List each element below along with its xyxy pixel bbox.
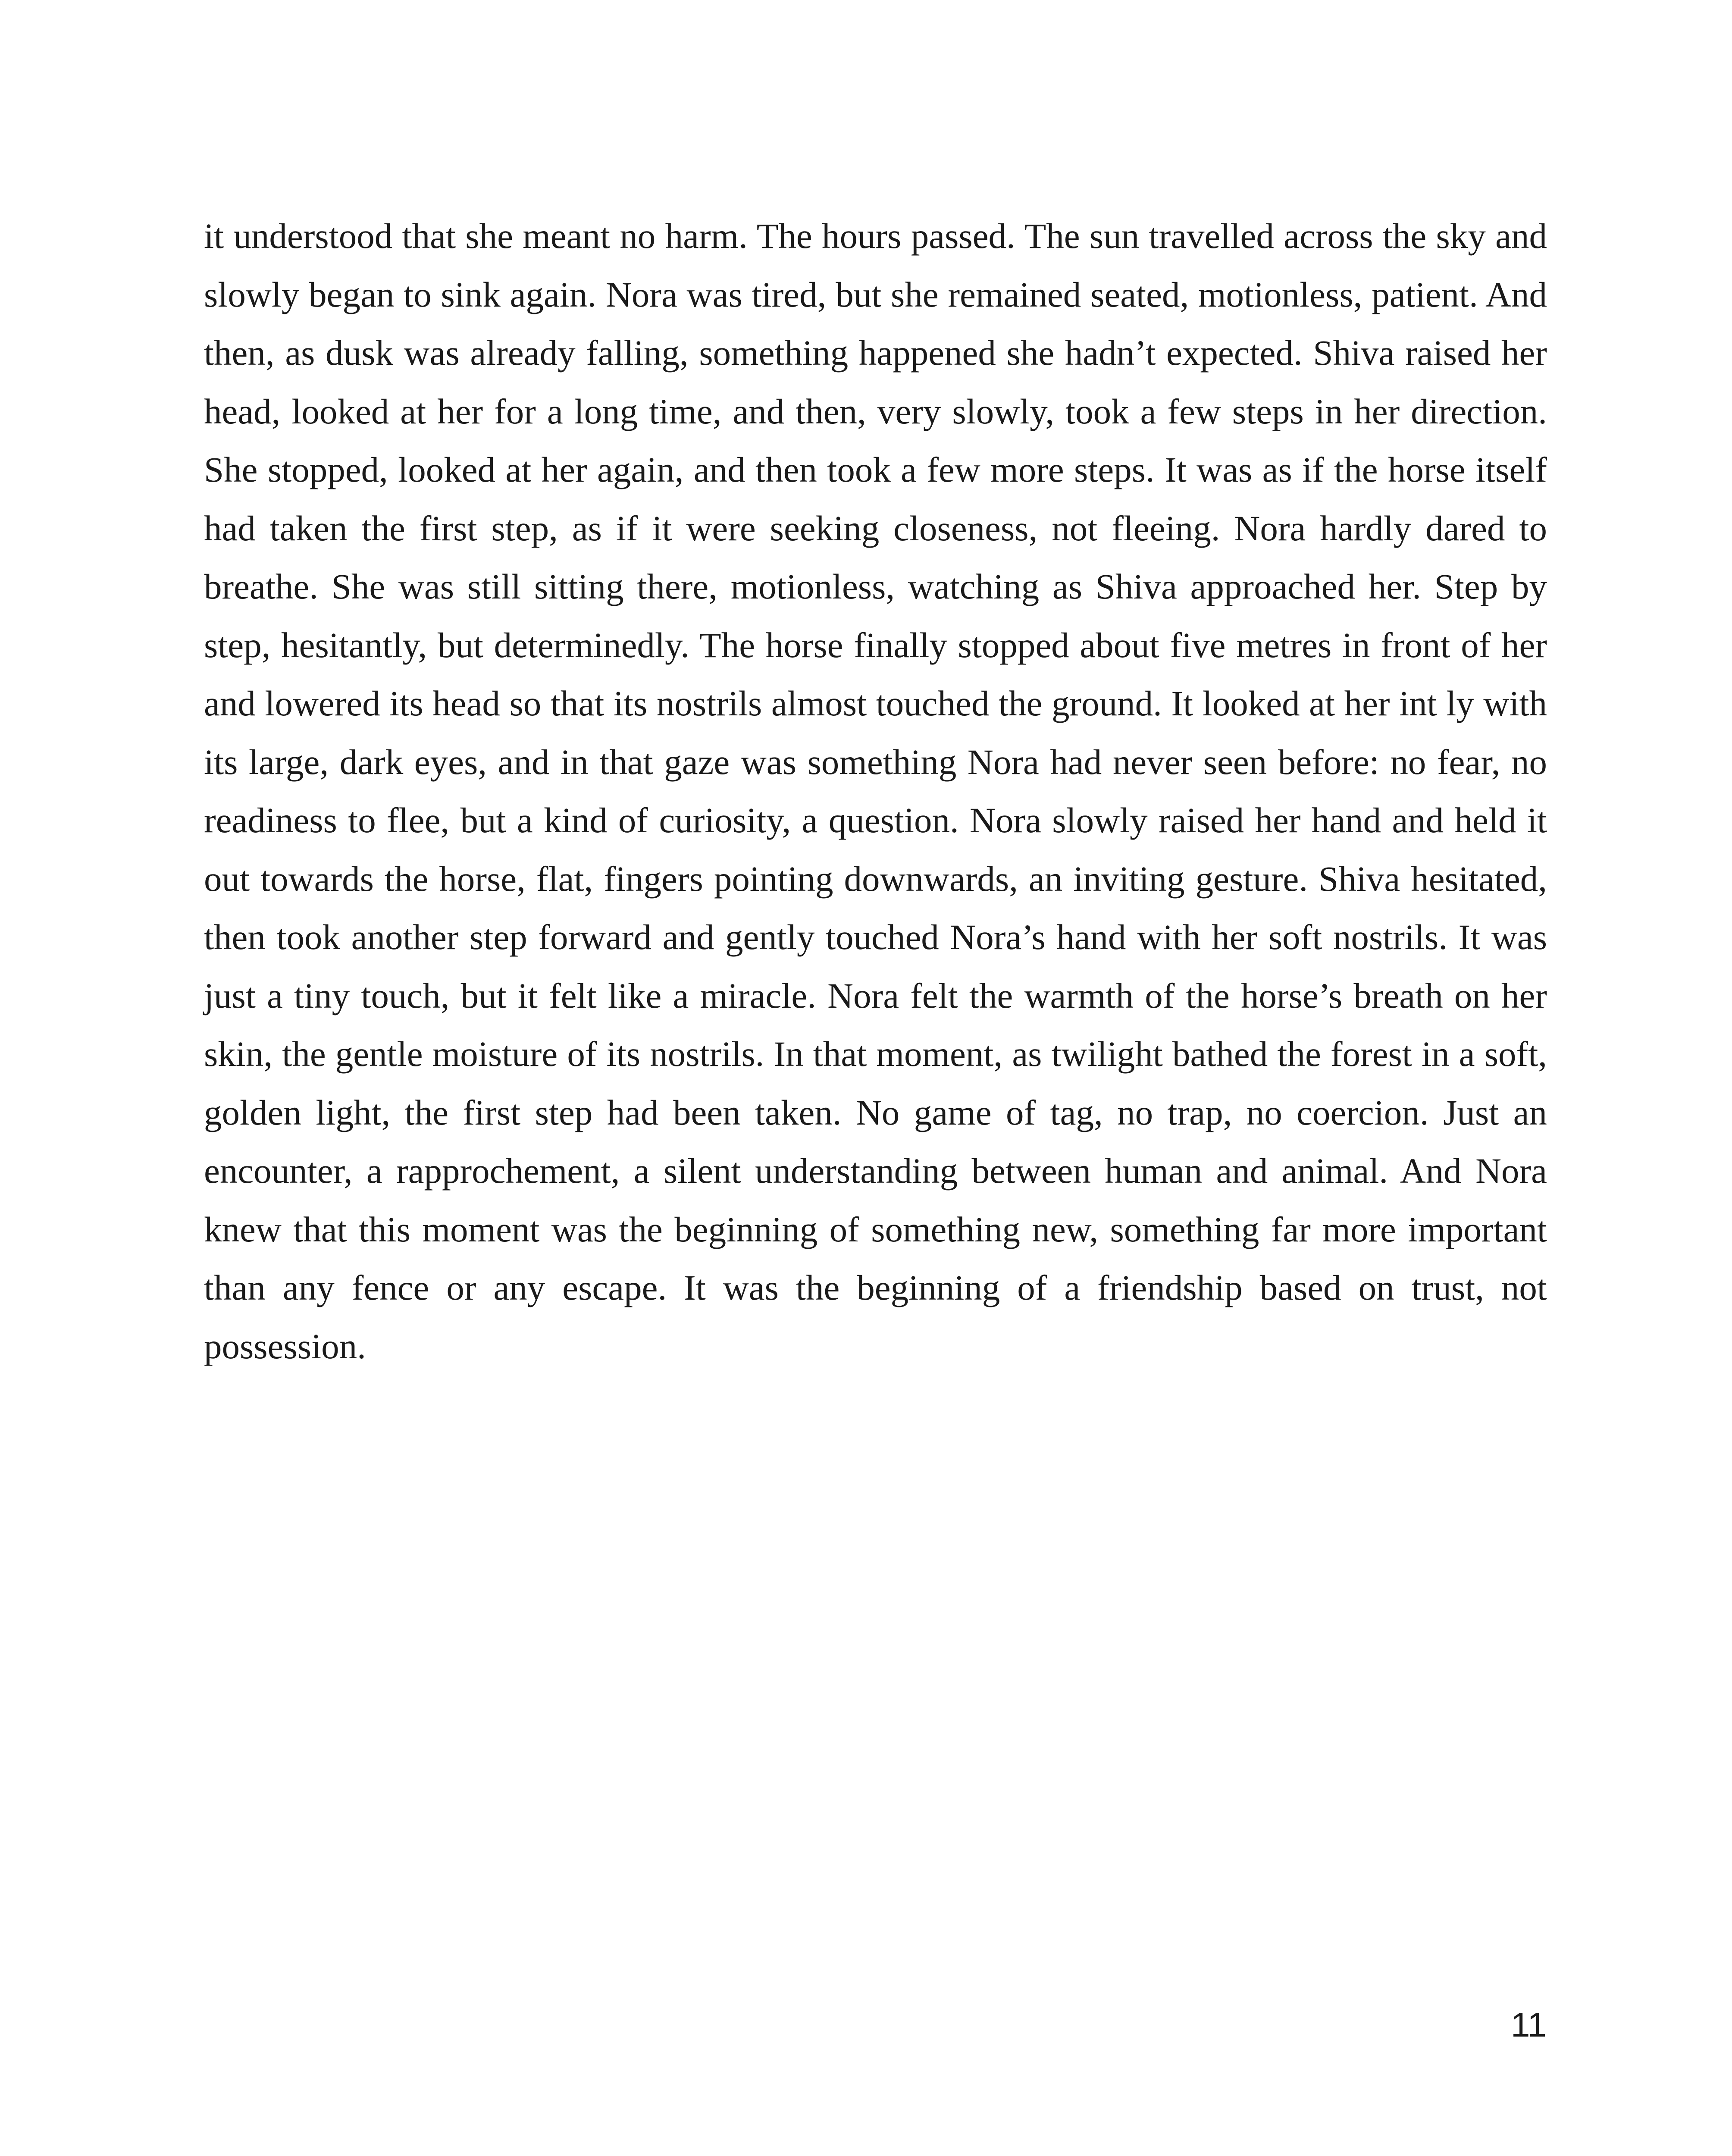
page-number: 11	[1510, 2006, 1547, 2044]
body-paragraph: it understood that she meant no harm. The hours passed. The sun travelled across the sky and slowly began to sink again. Nora was tired, but she remained seated, motionless, patient. And then, as dusk was already falling, something happened she hadn’t expected. Shiva raised her head, looked at her for a long time, and then, very slowly, took a few steps in her direction. She stopped, looked at her again, and then took a few more steps. It was as if the horse itself had taken the first step, as if it were seeking closeness, not fleeing. Nora hardly dared to breathe. She was still sitting there, motionless, watching as Shiva approached her. Step by step, hesitantly, but determinedly. The horse finally stopped about five metres in front of her and lowered its head so that its nostrils almost touched the ground. It looked at her int ly with its large, dark eyes, and in that gaze was something Nora had never seen before: no fear, no readiness to flee, but a kind of curiosity, a question. Nora slowly raised her hand and held it out towards the horse, flat, fingers pointing downwards, an inviting gesture. Shiva hesitated, then took another step forward and gently touched Nora’s hand with her soft nostrils. It was just a tiny touch, but it felt like a miracle. Nora felt the warmth of the horse’s breath on her skin, the gentle moisture of its nostrils. In that moment, as twilight bathed the forest in a soft, golden light, the first step had been taken. No game of tag, no trap, no coercion. Just an encounter, a rapprochement, a silent understanding between human and animal. And Nora knew that this moment was the beginning of something new, something far more important than any fence or any escape. It was the beginning of a friendship based on trust, not possession.	[204, 216, 1547, 1366]
